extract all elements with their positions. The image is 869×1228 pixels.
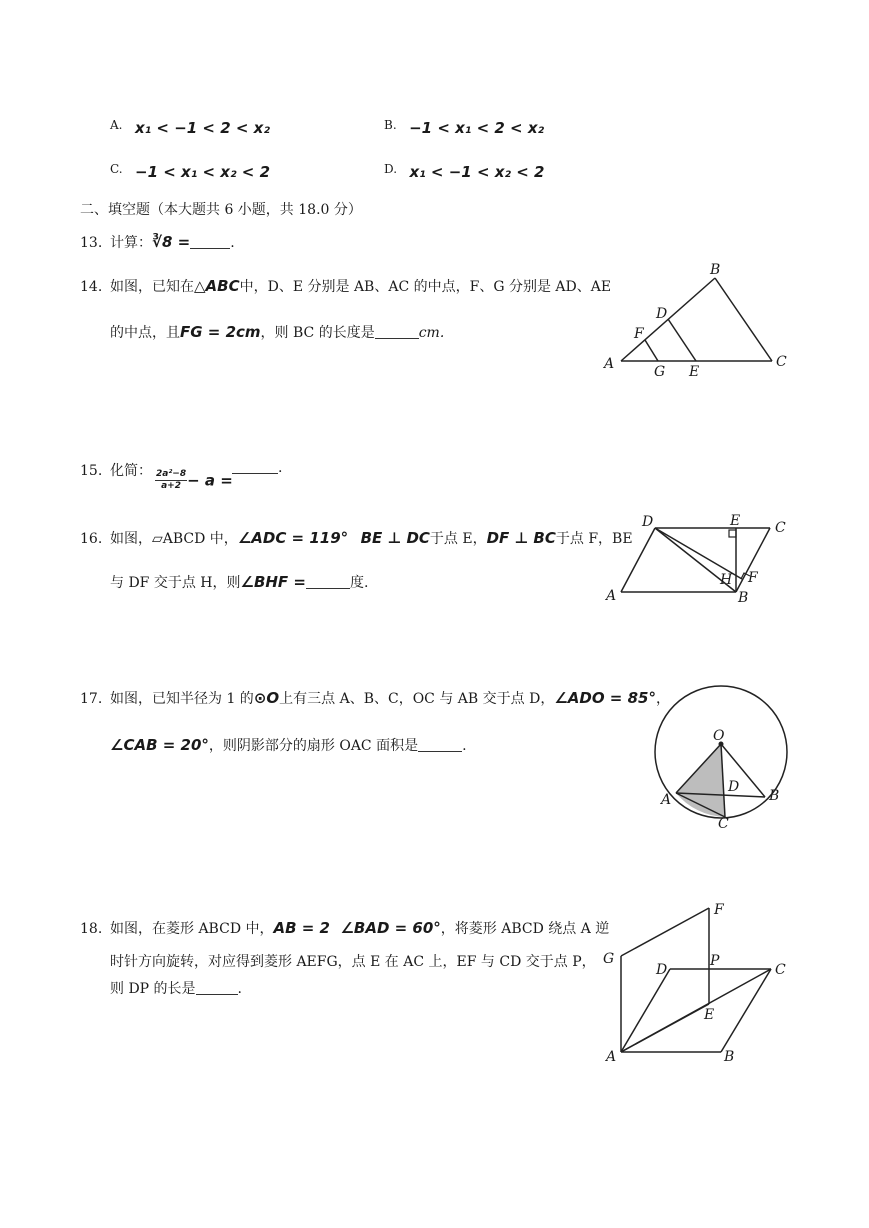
answer-blank [375, 326, 419, 339]
fig14-label-c: C [776, 354, 787, 370]
option-b-expr: −1 < x₁ < 2 < x₂ [409, 119, 545, 137]
q16-l1a: 如图，▱ABCD 中， [110, 531, 238, 547]
fig18-label-g: G [603, 951, 615, 967]
fig16-label-a: A [606, 588, 617, 604]
answer-blank [196, 982, 238, 995]
q16-l1c: 于点 F，BE [555, 531, 633, 547]
question-number: 13. [80, 235, 103, 251]
q16-be-perp-expr: BE ⊥ DC [360, 529, 430, 547]
fig17-label-b: B [769, 788, 780, 804]
option-c-expr: −1 < x₁ < x₂ < 2 [135, 163, 271, 181]
q16-l2b: 度. [349, 575, 369, 591]
question-14-line2 [110, 322, 444, 342]
answer-blank [232, 461, 278, 474]
q14-unit: cm. [418, 325, 445, 341]
q15-expr: − a = [187, 471, 233, 490]
q13-expr: ∛8 = [152, 233, 191, 251]
q17-cab-expr: ∠CAB = 20° [110, 736, 209, 754]
option-b [384, 118, 544, 137]
q17-circle-expr: ⊙O [253, 689, 280, 707]
fig18-label-d: D [656, 962, 668, 978]
q13-post: . [230, 235, 235, 251]
q18-ab-expr: AB = 2 [273, 919, 330, 937]
q14-fg-expr: FG = 2cm [180, 323, 261, 341]
q16-l2a: 与 DF 交于点 H，则 [110, 575, 241, 591]
option-d [384, 162, 544, 181]
fig16-label-d: D [642, 514, 654, 530]
q15-fraction [155, 469, 187, 492]
question-17-line1 [80, 688, 670, 708]
question-number: 15. [80, 463, 103, 479]
question-15 [80, 460, 152, 480]
option-d-label: D. [384, 162, 398, 176]
section-title: 二、填空题（本大题共 6 小题，共 18.0 分） [80, 202, 362, 218]
q17-l1c: ， [655, 691, 670, 707]
q16-angle-expr: ∠ADC = 119° [237, 529, 349, 547]
question-number: 16. [80, 531, 103, 547]
question-number: 18. [80, 921, 103, 937]
q15-post: . [278, 460, 283, 476]
fig14-label-b: B [710, 262, 721, 278]
q15-numerator: 2a²−8 [156, 469, 187, 479]
q17-l1a: 如图，已知半径为 1 的 [110, 691, 254, 707]
fig18-label-c: C [775, 962, 786, 978]
q16-l1b: 于点 E， [429, 531, 487, 547]
figure-17 [645, 676, 805, 836]
q13-pre: 计算： [110, 235, 152, 251]
fig18-label-e: E [704, 1007, 715, 1023]
question-number: 17. [80, 691, 103, 707]
question-17-line2 [110, 735, 467, 755]
fig16-label-c: C [775, 520, 786, 536]
option-c [110, 162, 270, 181]
question-13 [80, 232, 235, 252]
option-a-expr: x₁ < −1 < 2 < x₂ [134, 119, 270, 137]
q14-l1a: 如图，已知在 [110, 279, 194, 295]
q17-l2a: ，则阴影部分的扇形 OAC 面积是 [208, 738, 419, 754]
fig16-label-f: F [748, 570, 758, 586]
fig18-label-a: A [606, 1049, 617, 1065]
figure-16 [600, 510, 800, 610]
q15-denominator: a+2 [161, 481, 181, 491]
question-18-line1 [80, 918, 609, 938]
question-number: 14. [80, 279, 103, 295]
q17-l1b: 上有三点 A、B、C，OC 与 AB 交于点 D， [279, 691, 555, 707]
fig17-label-c: C [718, 816, 729, 832]
option-b-label: B. [384, 118, 397, 132]
figure-14 [600, 258, 800, 380]
option-c-label: C. [110, 162, 123, 176]
figure-18 [600, 898, 800, 1068]
q15-answer [232, 460, 282, 476]
question-18-line3 [110, 978, 242, 998]
q17-l2b: . [462, 738, 467, 754]
answer-blank [190, 236, 230, 249]
option-d-expr: x₁ < −1 < x₂ < 2 [409, 163, 545, 181]
q18-l1b: ，将菱形 ABCD 绕点 A 逆 [440, 921, 610, 937]
q14-l1b: 中，D、E 分别是 AB、AC 的中点，F、G 分别是 AD、AE [239, 279, 612, 295]
q15-pre: 化简： [110, 463, 152, 479]
q18-l3b: . [237, 981, 242, 997]
answer-blank [418, 739, 462, 752]
answer-blank [306, 576, 350, 589]
q15-expression [155, 469, 233, 492]
q16-df-perp-expr: DF ⊥ BC [486, 529, 556, 547]
fig14-label-e: E [689, 364, 700, 380]
q18-l3a: 则 DP 的长是 [110, 981, 196, 997]
q14-triangle-expr: △ABC [194, 277, 240, 295]
option-a [110, 118, 270, 137]
fig16-label-h: H [720, 572, 733, 588]
fig14-label-g: G [654, 364, 666, 380]
fig17-label-d: D [728, 779, 740, 795]
fig18-label-p: P [710, 953, 720, 969]
question-14-line1 [80, 276, 611, 296]
fig14-label-f: F [634, 326, 644, 342]
q18-bad-expr: ∠BAD = 60° [340, 919, 441, 937]
fig14-label-d: D [656, 306, 668, 322]
fig16-label-b: B [738, 590, 749, 606]
question-16-line2 [110, 572, 368, 592]
question-18-line2: 时针方向旋转，对应得到菱形 AEFG，点 E 在 AC 上，EF 与 CD 交于点 P， [110, 954, 596, 970]
question-16-line1 [80, 528, 633, 548]
q14-l2a: 的中点，且 [110, 325, 180, 341]
option-a-label: A. [110, 118, 123, 132]
fig14-label-a: A [604, 356, 615, 372]
fig16-label-e: E [730, 513, 741, 529]
q17-ado-expr: ∠ADO = 85° [554, 689, 656, 707]
q14-l2b: ，则 BC 的长度是 [260, 325, 375, 341]
q18-l1a: 如图，在菱形 ABCD 中， [110, 921, 274, 937]
fig17-label-o: O [713, 728, 725, 744]
q16-bhf-expr: ∠BHF = [240, 573, 306, 591]
fig18-label-f: F [714, 902, 724, 918]
fig17-label-a: A [661, 792, 672, 808]
fig18-label-b: B [724, 1049, 735, 1065]
